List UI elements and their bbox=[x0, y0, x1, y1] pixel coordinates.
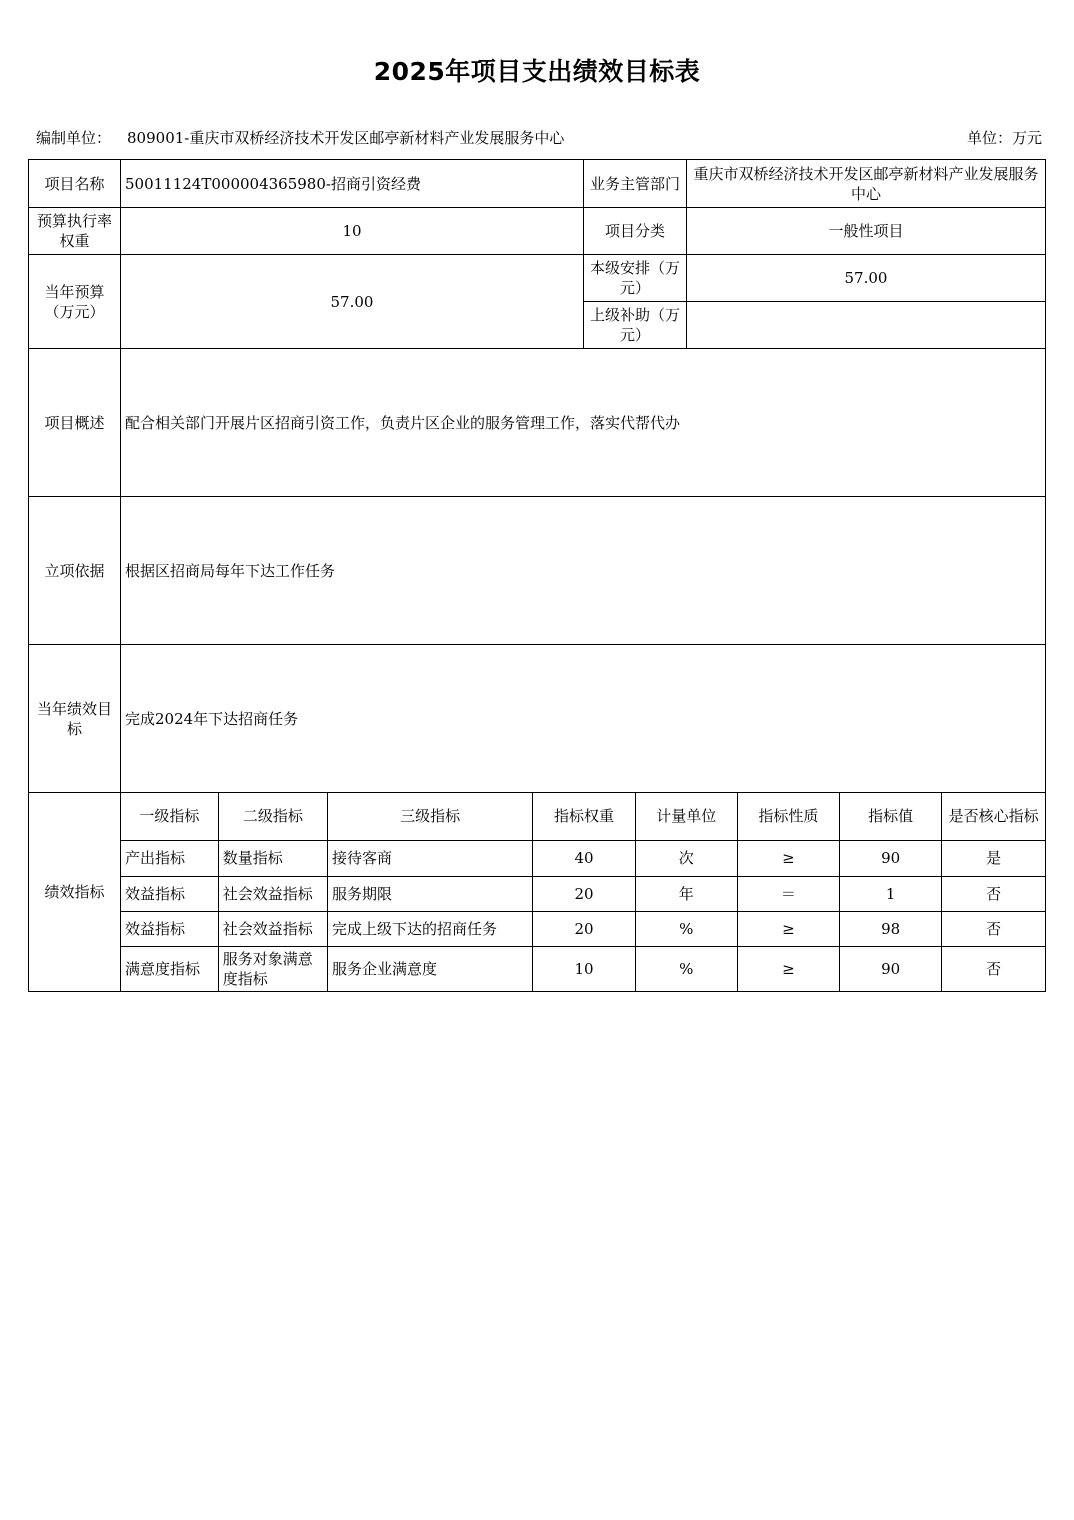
header-level2: 二级指标 bbox=[218, 793, 327, 840]
cell-weight: 10 bbox=[533, 946, 635, 991]
org-line bbox=[36, 127, 564, 148]
unit-label: 单位：万元 bbox=[966, 129, 1042, 147]
upper-value bbox=[687, 302, 1046, 349]
budget-label: 当年预算（万元） bbox=[29, 255, 121, 349]
cell-value: 90 bbox=[840, 840, 942, 876]
cell-unit: 年 bbox=[635, 876, 737, 911]
local-label: 本级安排（万元） bbox=[584, 255, 687, 302]
cell-value: 1 bbox=[840, 876, 942, 911]
header-unit: 计量单位 bbox=[635, 793, 737, 840]
indicators-header-row bbox=[121, 793, 1045, 840]
cell-nature: ≥ bbox=[737, 946, 839, 991]
cell-core: 否 bbox=[942, 876, 1045, 911]
basis-label: 立项依据 bbox=[29, 497, 121, 645]
table-row bbox=[121, 911, 1045, 946]
overview-value: 配合相关部门开展片区招商引资工作，负责片区企业的服务管理工作，落实代帮代办 bbox=[121, 349, 1046, 497]
org-label: 编制单位： bbox=[36, 129, 112, 147]
cell-unit: % bbox=[635, 911, 737, 946]
header-level1: 一级指标 bbox=[121, 793, 218, 840]
category-label: 项目分类 bbox=[584, 208, 687, 255]
cell-level3: 完成上级下达的招商任务 bbox=[327, 911, 532, 946]
cell-level2: 数量指标 bbox=[218, 840, 327, 876]
indicators-table bbox=[121, 793, 1045, 991]
indicators-label: 绩效指标 bbox=[29, 793, 121, 992]
upper-label: 上级补助（万元） bbox=[584, 302, 687, 349]
cell-level1: 效益指标 bbox=[121, 911, 218, 946]
local-value: 57.00 bbox=[687, 255, 1046, 302]
cell-core: 否 bbox=[942, 946, 1045, 991]
cell-level2: 社会效益指标 bbox=[218, 876, 327, 911]
indicators-cell bbox=[121, 793, 1046, 992]
cell-nature: ≥ bbox=[737, 911, 839, 946]
table-row bbox=[121, 876, 1045, 911]
cell-nature: ≥ bbox=[737, 840, 839, 876]
category-value: 一般性项目 bbox=[687, 208, 1046, 255]
cell-weight: 20 bbox=[533, 876, 635, 911]
table-row bbox=[121, 946, 1045, 991]
cell-weight: 40 bbox=[533, 840, 635, 876]
cell-core: 是 bbox=[942, 840, 1045, 876]
dept-label: 业务主管部门 bbox=[584, 160, 687, 208]
cell-weight: 20 bbox=[533, 911, 635, 946]
cell-level2: 服务对象满意度指标 bbox=[218, 946, 327, 991]
page-title: 2025年项目支出绩效目标表 bbox=[373, 57, 701, 86]
cell-level2: 社会效益指标 bbox=[218, 911, 327, 946]
cell-level1: 效益指标 bbox=[121, 876, 218, 911]
cell-core: 否 bbox=[942, 911, 1045, 946]
cell-level3: 服务企业满意度 bbox=[327, 946, 532, 991]
header-nature: 指标性质 bbox=[737, 793, 839, 840]
exec-rate-value: 10 bbox=[121, 208, 584, 255]
project-name-value: 50011124T000004365980-招商引资经费 bbox=[121, 160, 584, 208]
cell-unit: 次 bbox=[635, 840, 737, 876]
basis-value: 根据区招商局每年下达工作任务 bbox=[121, 497, 1046, 645]
header-level3: 三级指标 bbox=[327, 793, 532, 840]
goal-value: 完成2024年下达招商任务 bbox=[121, 645, 1046, 793]
header-core: 是否核心指标 bbox=[942, 793, 1045, 840]
performance-table bbox=[28, 159, 1046, 992]
cell-value: 90 bbox=[840, 946, 942, 991]
header-value: 指标值 bbox=[840, 793, 942, 840]
org-value: 809001-重庆市双桥经济技术开发区邮亭新材料产业发展服务中心 bbox=[127, 129, 565, 147]
overview-label: 项目概述 bbox=[29, 349, 121, 497]
header-meta bbox=[36, 127, 1042, 149]
cell-value: 98 bbox=[840, 911, 942, 946]
cell-level3: 接待客商 bbox=[327, 840, 532, 876]
project-name-label: 项目名称 bbox=[29, 160, 121, 208]
goal-label: 当年绩效目标 bbox=[29, 645, 121, 793]
cell-level1: 产出指标 bbox=[121, 840, 218, 876]
header-weight: 指标权重 bbox=[533, 793, 635, 840]
exec-rate-label: 预算执行率权重 bbox=[29, 208, 121, 255]
dept-value: 重庆市双桥经济技术开发区邮亭新材料产业发展服务中心 bbox=[687, 160, 1046, 208]
cell-unit: % bbox=[635, 946, 737, 991]
cell-level1: 满意度指标 bbox=[121, 946, 218, 991]
budget-value: 57.00 bbox=[121, 255, 584, 349]
table-row bbox=[121, 840, 1045, 876]
cell-nature: ＝ bbox=[737, 876, 839, 911]
cell-level3: 服务期限 bbox=[327, 876, 532, 911]
